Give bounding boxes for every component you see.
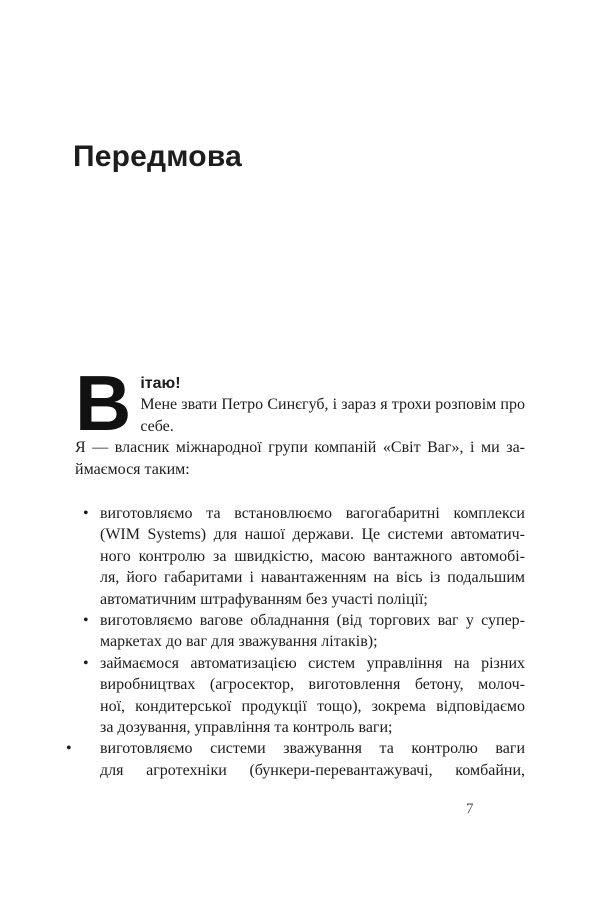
intro-lines (75, 359, 525, 480)
bullet-lines (100, 503, 525, 610)
text-line: ної, кондитерської продукції тощо), зокрема відповідаємо (100, 697, 525, 715)
bullet-list (66, 503, 525, 781)
text-line: Я — власник міжнародної групи компаній «Світ Ваг», і ми за- (75, 439, 525, 457)
text-line: автоматичним штрафуванням без участі поліції; (100, 590, 428, 608)
chapter-title: Передмова (73, 140, 242, 173)
bullet-lines (100, 610, 525, 653)
text-line: ного контролю за швидкістю, масою вантажного автомобі- (100, 547, 525, 565)
text-line: себе. (140, 417, 174, 435)
text-line: для агротехніки (бункери-перевантажувачі, комбайни, (100, 761, 525, 779)
list-item (75, 503, 525, 610)
bullet-lines (100, 653, 525, 739)
page-number: 7 (466, 801, 474, 817)
dropcap-letter: В (75, 359, 132, 447)
text-line: виготовляємо та встановлюємо вагогабаритні комплекси (100, 505, 525, 522)
list-item (66, 738, 525, 781)
text-line: маркетах до ваг для зважування літаків); (100, 633, 378, 651)
list-item (75, 653, 525, 739)
text-line: ітаю! (140, 375, 181, 392)
text-line: ля, його габаритами і навантаженням на вісь із подальшим (100, 569, 525, 587)
text-line: за дозування, управління та контроль ваги; (100, 719, 393, 737)
intro-paragraph (75, 359, 525, 480)
bullet-lines (100, 738, 525, 781)
bullet-icon: • (83, 654, 89, 672)
bullet-icon: • (66, 740, 72, 758)
text-line: виробництвах (агросектор, виготовлення бетону, молоч- (100, 676, 525, 694)
text-line: (WIM Systems) для нашої держави. Це системи автоматич- (100, 526, 525, 544)
text-line: виготовляємо системи зважування та контролю ваги (100, 740, 525, 758)
bullet-icon: • (83, 505, 89, 522)
text-line: виготовляємо вагове обладнання (від торгових ваг у супер- (100, 612, 525, 630)
text-line: займаємося автоматизацією систем управління на різних (100, 654, 525, 672)
list-item (75, 610, 525, 653)
text-line: Мене звати Петро Синєгуб, і зараз я трохи розповім про (140, 396, 525, 414)
bullet-icon: • (83, 612, 89, 630)
text-line: ймаємося таким: (75, 460, 190, 478)
